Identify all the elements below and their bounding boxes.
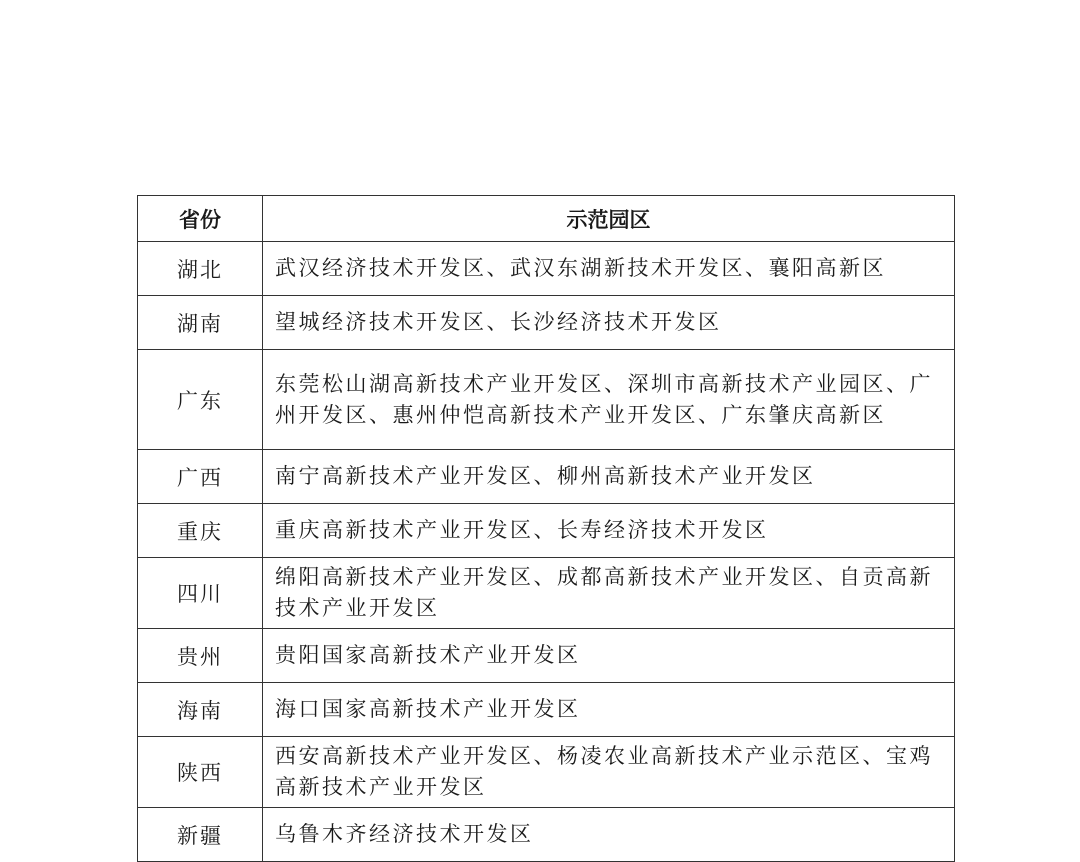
table-row-chongqing: [138, 504, 955, 558]
header-zones: 示范园区: [263, 196, 955, 242]
table-row-guangdong: [138, 350, 955, 450]
table-row-xinjiang: [138, 808, 955, 862]
province-cell: 湖北: [138, 242, 263, 296]
zones-cell: 望城经济技术开发区、长沙经济技术开发区: [263, 296, 955, 350]
zones-cell: 海口国家高新技术产业开发区: [263, 683, 955, 737]
zones-cell: 西安高新技术产业开发区、杨凌农业高新技术产业示范区、宝鸡高新技术产业开发区: [263, 737, 955, 808]
table-row-guizhou: [138, 629, 955, 683]
zones-cell: 重庆高新技术产业开发区、长寿经济技术开发区: [263, 504, 955, 558]
zones-cell: 绵阳高新技术产业开发区、成都高新技术产业开发区、自贡高新技术产业开发区: [263, 558, 955, 629]
zones-cell: 贵阳国家高新技术产业开发区: [263, 629, 955, 683]
demonstration-zones-table: [137, 195, 955, 862]
table-row-shaanxi: [138, 737, 955, 808]
province-cell: 陕西: [138, 737, 263, 808]
table-row-guangxi: [138, 450, 955, 504]
table-row-hubei: [138, 242, 955, 296]
province-cell: 新疆: [138, 808, 263, 862]
province-cell: 贵州: [138, 629, 263, 683]
province-cell: 四川: [138, 558, 263, 629]
province-cell: 湖南: [138, 296, 263, 350]
header-province: 省份: [138, 196, 263, 242]
province-cell: 海南: [138, 683, 263, 737]
province-cell: 重庆: [138, 504, 263, 558]
province-cell: 广东: [138, 350, 263, 450]
table-row-hunan: [138, 296, 955, 350]
table-body: [138, 242, 955, 862]
header-row: [138, 196, 955, 242]
table-row-hainan: [138, 683, 955, 737]
zones-cell: 东莞松山湖高新技术产业开发区、深圳市高新技术产业园区、广州开发区、惠州仲恺高新技术产业开发区、广东肇庆高新区: [263, 350, 955, 450]
zones-cell: 南宁高新技术产业开发区、柳州高新技术产业开发区: [263, 450, 955, 504]
table-header: [138, 196, 955, 242]
zones-cell: 武汉经济技术开发区、武汉东湖新技术开发区、襄阳高新区: [263, 242, 955, 296]
province-cell: 广西: [138, 450, 263, 504]
zones-cell: 乌鲁木齐经济技术开发区: [263, 808, 955, 862]
table-row-sichuan: [138, 558, 955, 629]
